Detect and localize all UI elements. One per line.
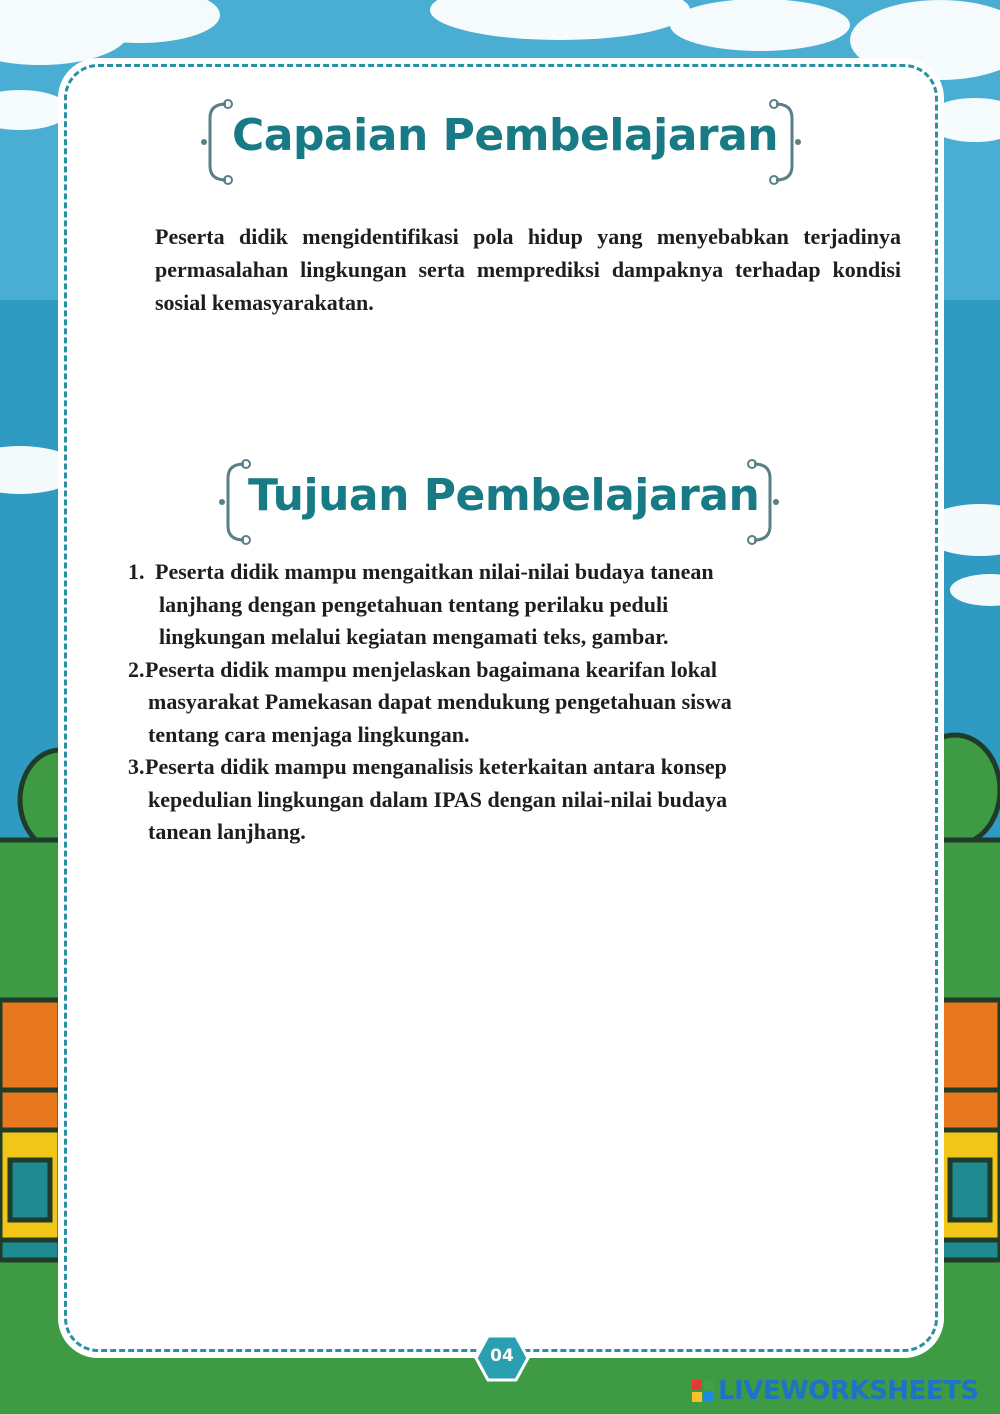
ornament-bracket-right-icon <box>742 458 784 546</box>
list-item-line: lanjhang dengan pengetahuan tentang perilaku peduli <box>159 591 669 617</box>
capaian-title: Capaian Pembelajaran <box>232 110 779 161</box>
list-item-line: tentang cara menjaga lingkungan. <box>148 721 470 747</box>
watermark-text: LIVEWORKSHEETS <box>718 1376 979 1406</box>
list-item-line: Peserta didik mampu mengaitkan nilai-nilai budaya tanean <box>155 559 714 584</box>
page-number: 04 <box>490 1346 514 1366</box>
list-item-number: 2. <box>128 656 145 682</box>
list-item-line: Peserta didik mampu menganalisis keterkaitan antara konsep <box>145 754 727 779</box>
list-item-number: 1. <box>128 559 145 584</box>
list-item-number: 3. <box>128 754 145 779</box>
list-item-line: lingkungan melalui kegiatan mengamati teks, gambar. <box>159 624 669 649</box>
tujuan-list <box>128 556 868 849</box>
list-item <box>128 556 868 654</box>
capaian-paragraph: Peserta didik mengidentifikasi pola hidup yang menyebabkan terjadinya permasalahan lingkungan serta memprediksi dampaknya terhadap kondisi sosial kemasyarakatan. <box>155 224 901 315</box>
tujuan-title: Tujuan Pembelajaran <box>248 470 760 521</box>
list-item-line: tanean lanjhang. <box>148 819 306 844</box>
list-item-line: masyarakat Pamekasan dapat mendukung pengetahuan siswa <box>148 689 732 714</box>
ornament-bracket-right-icon <box>764 98 806 186</box>
liveworksheets-watermark <box>692 1376 979 1406</box>
list-item-line: kepedulian lingkungan dalam IPAS dengan nilai-nilai budaya <box>148 786 728 812</box>
liveworksheets-logo-icon <box>692 1380 714 1402</box>
list-item <box>128 751 868 849</box>
list-item-line: Peserta didik mampu menjelaskan bagaimana kearifan lokal <box>145 656 718 682</box>
list-item <box>128 654 868 752</box>
